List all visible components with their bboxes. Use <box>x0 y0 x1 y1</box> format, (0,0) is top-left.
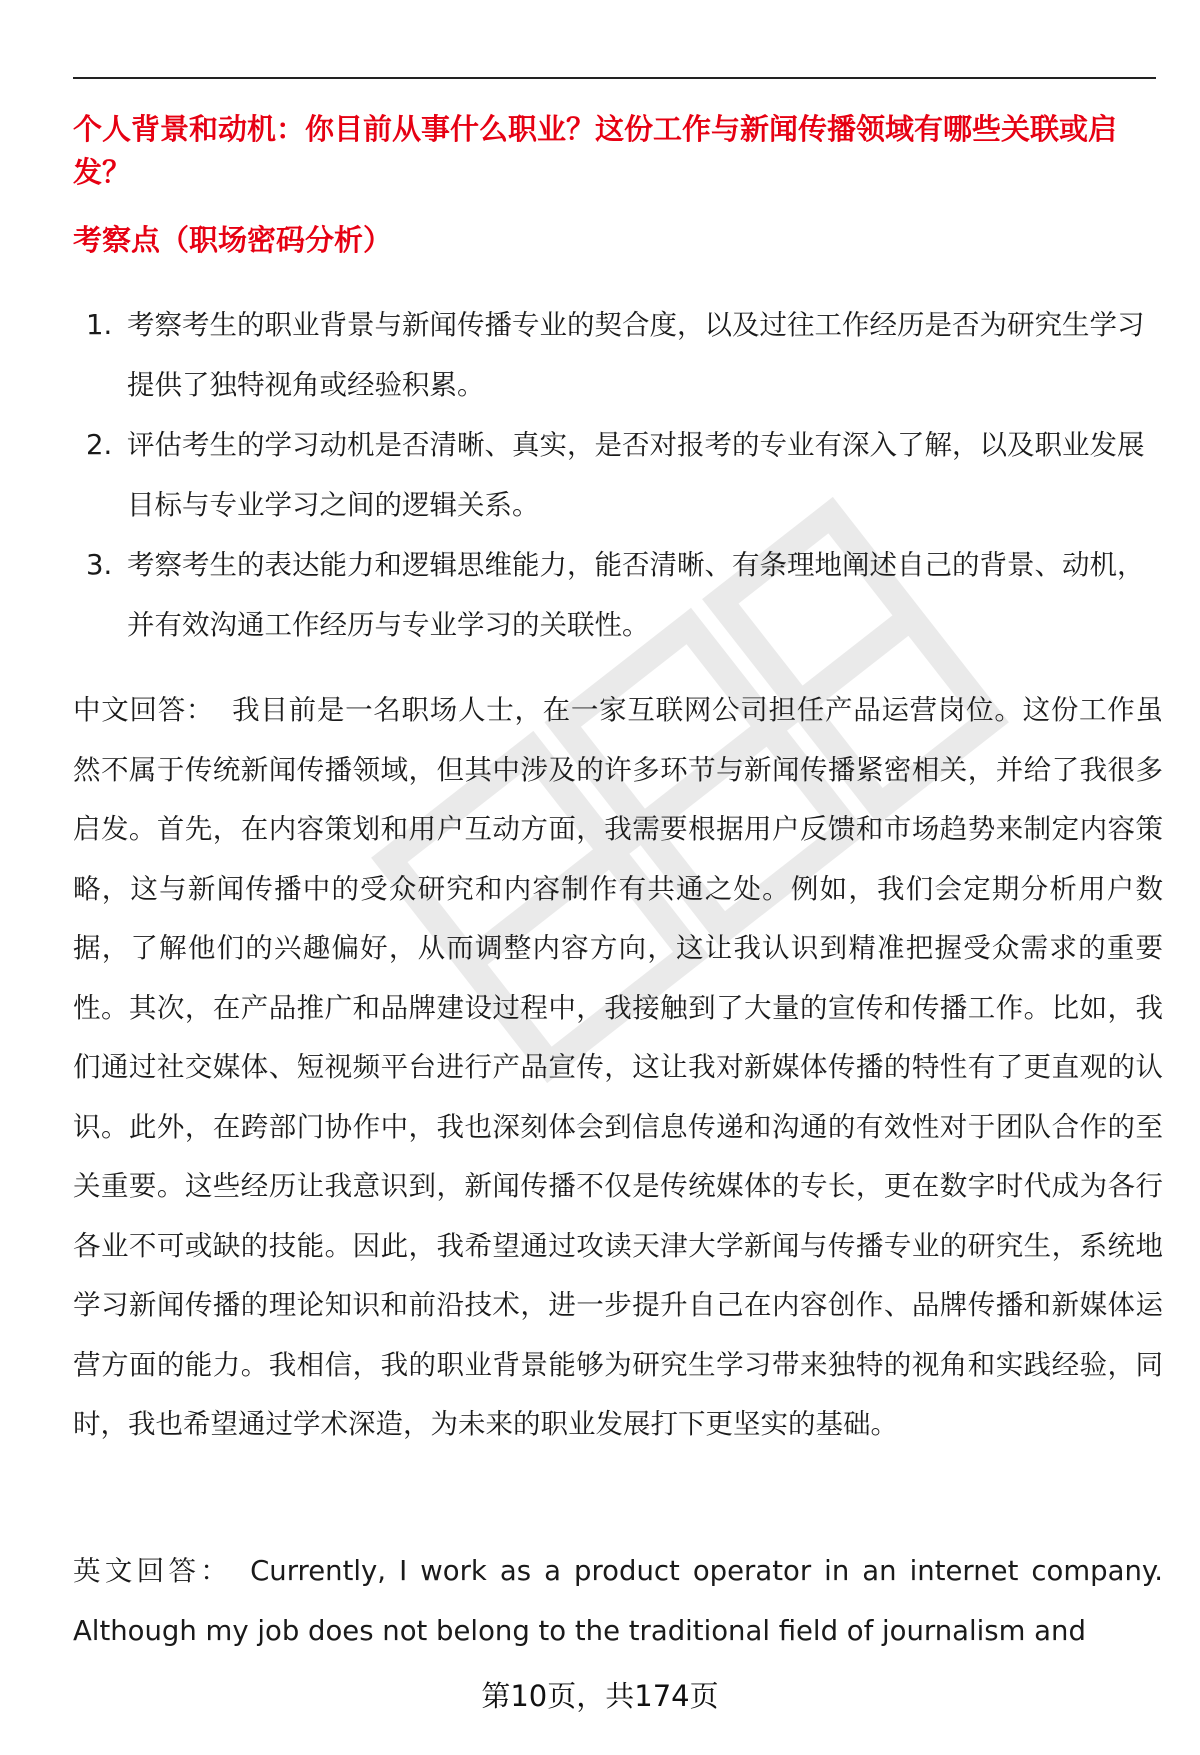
top-divider <box>73 77 1156 79</box>
list-item-number: 3. <box>86 549 113 581</box>
question-heading: 个人背景和动机：你目前从事什么职业？这份工作与新闻传播领域有哪些关联或启发？ <box>73 112 1118 189</box>
list-item-number: 1. <box>86 309 113 341</box>
analysis-title: 考察点（职场密码分析） <box>73 223 393 257</box>
page-number-footer: 第10页，共174页 <box>481 1679 719 1713</box>
list-item <box>73 295 1163 415</box>
english-answer-label: 英文回答： <box>73 1555 233 1587</box>
list-item-number: 2. <box>86 429 113 461</box>
chinese-answer-paragraph <box>73 681 1163 1455</box>
list-item <box>73 415 1163 535</box>
list-item <box>73 535 1163 655</box>
english-answer-text: Currently, I work as a product operator in an internet company. Although my job does not belong to the traditional field of journalism and <box>73 1555 1163 1647</box>
english-answer-paragraph <box>73 1542 1163 1662</box>
list-item-text: 考察考生的职业背景与新闻传播专业的契合度，以及过往工作经历是否为研究生学习提供了独特视角或经验积累。 <box>127 309 1145 401</box>
chinese-answer-label: 中文回答： <box>73 694 215 726</box>
analysis-points-list <box>73 295 1163 655</box>
chinese-answer-text: 我目前是一名职场人士，在一家互联网公司担任产品运营岗位。这份工作虽然不属于传统新闻传播领域，但其中涉及的许多环节与新闻传播紧密相关，并给了我很多启发。首先，在内容策划和用户互动方面，我需要根据用户反馈和市场趋势来制定内容策略，这与新闻传播中的受众研究和内容制作有共通之处。例如，我们会定期分析用户数据，了解他们的兴趣偏好，从而调整内容方向，这让我认识到精准把握受众需求的重要性。其次，在产品推广和品牌建设过程中，我接触到了大量的宣传和传播工作。比如，我们通过社交媒体、短视频平台进行产品宣传，这让我对新媒体传播的特性有了更直观的认识。此外，在跨部门协作中，我也深刻体会到信息传递和沟通的有效性对于团队合作的至关重要。这些经历让我意识到，新闻传播不仅是传统媒体的专长，更在数字时代成为各行各业不可或缺的技能。因此，我希望通过攻读天津大学新闻与传播专业的研究生，系统地学习新闻传播的理论知识和前沿技术，进一步提升自己在内容创作、品牌传播和新媒体运营方面的能力。我相信，我的职业背景能够为研究生学习带来独特的视角和实践经验，同时，我也希望通过学术深造，为未来的职业发展打下更坚实的基础。 <box>73 694 1164 1440</box>
list-item-text: 考察考生的表达能力和逻辑思维能力，能否清晰、有条理地阐述自己的背景、动机，并有效沟通工作经历与专业学习的关联性。 <box>127 549 1145 641</box>
list-item-text: 评估考生的学习动机是否清晰、真实，是否对报考的专业有深入了解，以及职业发展目标与专业学习之间的逻辑关系。 <box>127 429 1145 521</box>
